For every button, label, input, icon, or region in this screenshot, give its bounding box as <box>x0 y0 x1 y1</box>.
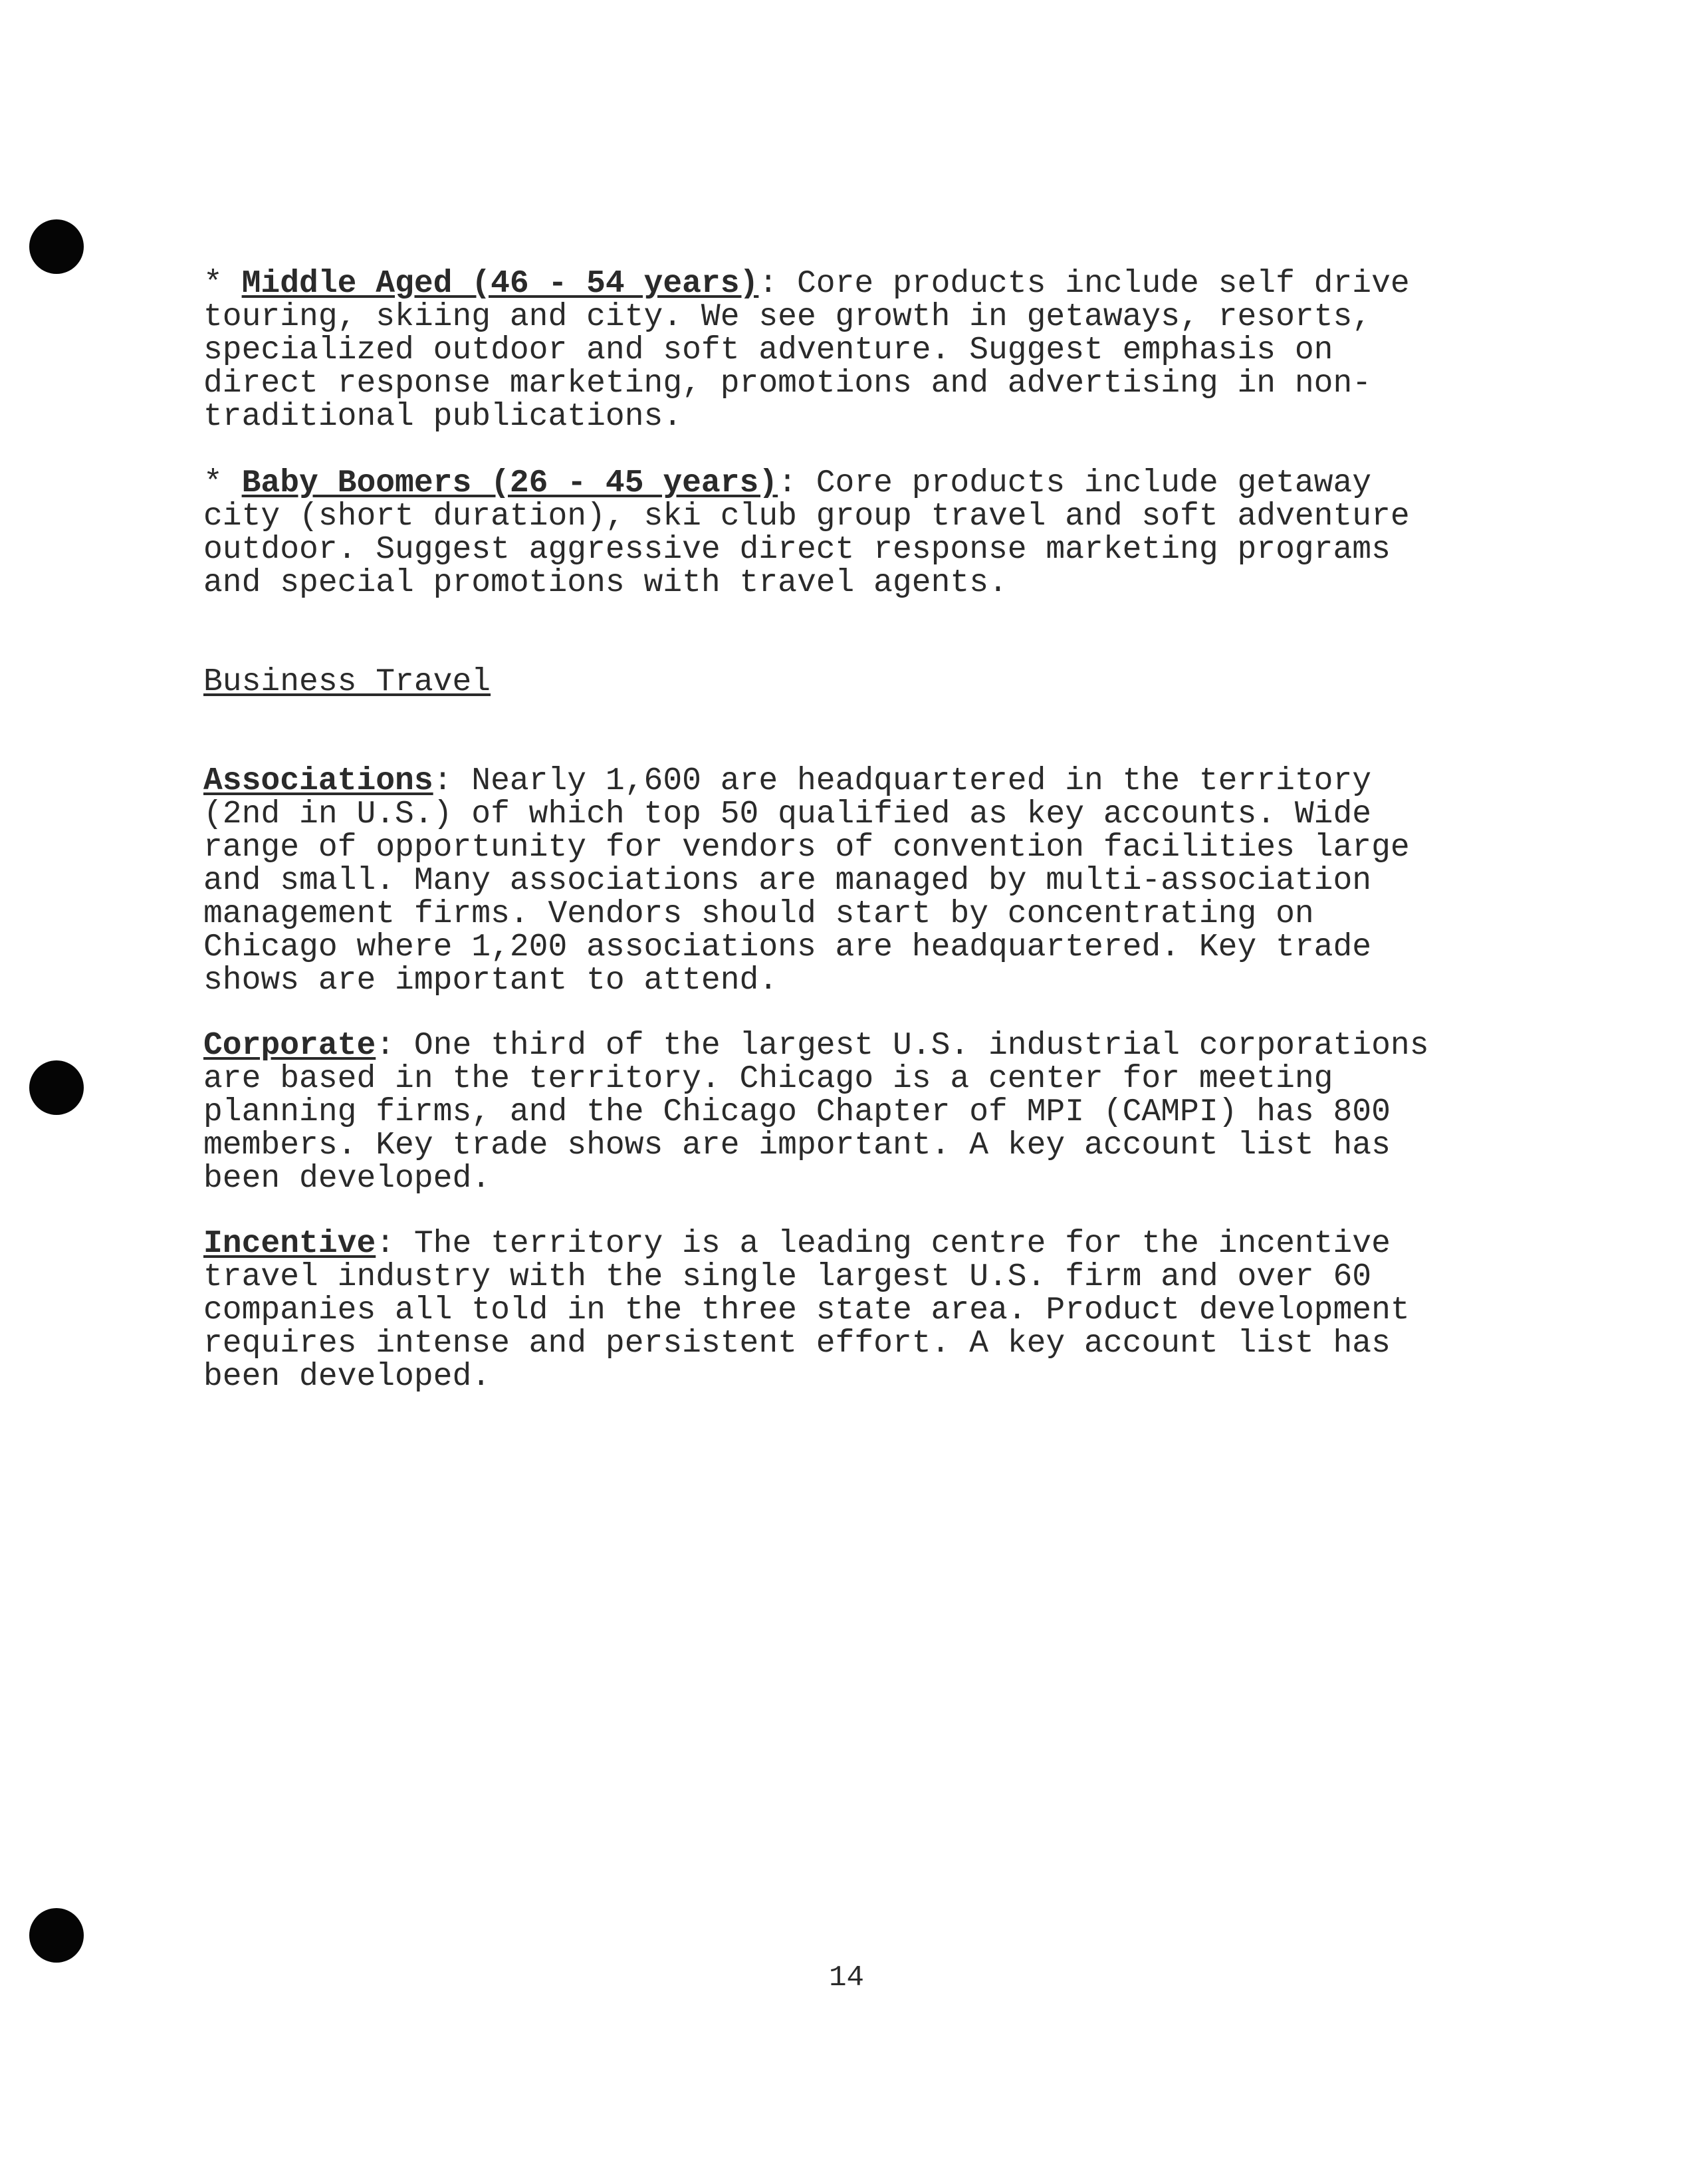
paragraph-baby-boomers <box>203 467 1533 600</box>
paragraph-corporate <box>203 1029 1533 1195</box>
bullet-asterisk: * <box>203 266 242 302</box>
paragraph-middle-aged <box>203 267 1533 433</box>
binder-hole-bottom <box>29 1908 84 1963</box>
page-number: 14 <box>829 1961 864 1995</box>
lead-baby-boomers: Baby Boomers (26 - 45 years) <box>241 465 778 501</box>
binder-hole-top <box>29 219 84 274</box>
binder-hole-middle <box>29 1060 84 1115</box>
bullet-asterisk: * <box>203 465 242 501</box>
text-associations: : Nearly 1,600 are headquartered in the territory (2nd in U.S.) of which top 50 qualified as key accounts. Wide range of opportunity for vendors of convention facilities large and small. Many associations are managed by multi-association management firms. Vendors should start by concentrating on Chicago where 1,200 associations are headquartered. Key trade shows are important to attend. <box>203 763 1410 999</box>
lead-associations: Associations <box>203 763 433 799</box>
document-body <box>203 267 1533 1394</box>
text-middle-aged: : Core products include self drive touring, skiing and city. We see growth in getaways, resorts, specialized outdoor and soft adventure. Suggest emphasis on direct response marketing, promotions and advertising in non- traditional publications. <box>203 266 1410 435</box>
heading-business-travel: Business Travel <box>203 664 491 700</box>
lead-corporate: Corporate <box>203 1028 376 1064</box>
paragraph-incentive <box>203 1227 1533 1394</box>
text-incentive: : The territory is a leading centre for the incentive travel industry with the single largest U.S. firm and over 60 companies all told in the three state area. Product development requires intense and persistent effort. A key account list has been developed. <box>203 1226 1410 1395</box>
text-corporate: : One third of the largest U.S. industrial corporations are based in the territory. Chicago is a center for meeting planning firms, and the Chicago Chapter of MPI (CAMPI) has 800 members. Key trade shows are important. A key account list has been developed. <box>203 1028 1429 1197</box>
lead-incentive: Incentive <box>203 1226 376 1262</box>
text-baby-boomers: : Core products include getaway city (short duration), ski club group travel and soft adventure outdoor. Suggest aggressive direct response marketing programs and special promotions with travel agents. <box>203 465 1410 601</box>
paragraph-associations <box>203 765 1533 997</box>
lead-middle-aged: Middle Aged (46 - 54 years) <box>241 266 759 302</box>
